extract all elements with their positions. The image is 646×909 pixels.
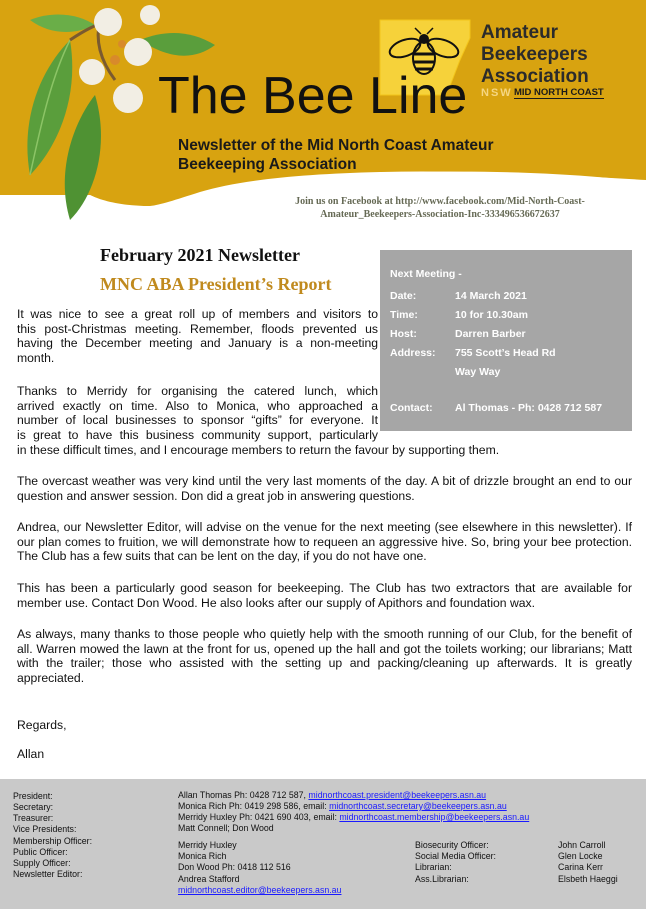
treasurer-email-link[interactable]: midnorthcoast.membership@beekeepers.asn.au — [339, 812, 530, 822]
right-label: Ass.Librarian: — [415, 874, 469, 884]
host-value: Darren Barber — [455, 328, 526, 340]
public-officer: Monica Rich — [178, 851, 227, 861]
right-label: Social Media Officer: — [415, 851, 496, 861]
contact-value: Al Thomas - Ph: 0428 712 587 — [455, 402, 603, 414]
time-label: Time: — [390, 309, 418, 321]
text-line: having the December meeting and January is a non-meeting — [17, 336, 378, 351]
right-name: John Carroll — [558, 840, 606, 850]
region-label: MID NORTH COAST — [514, 87, 604, 98]
right-name: Glen Locke — [558, 851, 603, 861]
paragraph-2-tail: in these difficult times, and I encourage members to return the favour by supporting them. — [17, 443, 500, 457]
host-label: Host: — [390, 328, 417, 340]
date-label: Date: — [390, 290, 417, 302]
facebook-line: Amateur_Beekeepers-Association-Inc-333496536672637 — [320, 209, 560, 220]
paragraph-4: Andrea, our Newsletter Editor, will advise on the venue for the next meeting (see elsewhere in this newsletter). If our plan comes to fruition, we will demonstrate how to requeen an aggressive hive. So, bring your bee protection. The Club has a few suits that can be lent on the day, if you do not have one. — [17, 520, 632, 564]
right-label: Biosecurity Officer: — [415, 840, 489, 850]
membership-officer: Merridy Huxley — [178, 840, 237, 850]
editor-email-row — [178, 885, 341, 896]
vice-presidents: Matt Connell; Don Wood — [178, 823, 274, 833]
right-name: Carina Kerr — [558, 862, 603, 872]
secretary-email-link[interactable]: midnorthcoast.secretary@beekeepers.asn.au — [329, 801, 507, 811]
newsletter-editor: Andrea Stafford — [178, 874, 240, 884]
text-line: number of local businesses to sponsor “gifts” for everyone. It — [17, 413, 378, 428]
footer-label: Public Officer: — [13, 847, 68, 857]
footer-label: Treasurer: — [13, 813, 54, 823]
text-line: Thanks to Merridy for organising the catered lunch, which — [17, 384, 378, 398]
president-row — [178, 790, 486, 801]
association-logo-text — [481, 22, 589, 88]
assoc-line: Amateur — [481, 22, 559, 43]
address-line: Way Way — [455, 366, 501, 378]
paragraph-2 — [17, 384, 378, 442]
text-line: arrived exactly on time. Also to Monica, who approached a — [17, 398, 378, 413]
president-name: Allan Thomas Ph: 0428 712 587, — [178, 790, 309, 800]
text-line: month. — [17, 350, 55, 365]
right-name: Elsbeth Haeggi — [558, 874, 618, 884]
paragraph-3: The overcast weather was very kind until the very last moments of the day. A bit of drizzle brought an end to our question and answer session. Don did a great job in answering questions. — [17, 474, 632, 503]
committee-footer — [0, 779, 646, 909]
secretary-name: Monica Rich Ph: 0419 298 586, email: — [178, 801, 330, 811]
meeting-heading: Next Meeting - — [390, 268, 462, 280]
treasurer-name: Merridy Huxley Ph: 0421 690 403, email: — [178, 812, 340, 822]
subtitle-line: Newsletter of the Mid North Coast Amateur — [178, 137, 494, 154]
time-value: 10 for 10.30am — [455, 309, 528, 321]
footer-label: Vice Presidents: — [13, 824, 77, 834]
paragraph-5: This has been a particularly good season for beekeeping. The Club has two extractors that are available for member use. Contact Don Wood. He also looks after our supply of Apithors and foundation wax. — [17, 581, 632, 610]
newsletter-title: The Bee Line — [158, 67, 468, 125]
address-label: Address: — [390, 347, 436, 359]
right-label: Librarian: — [415, 862, 452, 872]
facebook-line: Join us on Facebook at http://www.facebook.com/Mid-North-Coast- — [295, 196, 585, 207]
contact-label: Contact: — [390, 402, 433, 414]
editor-email-link[interactable]: midnorthcoast.editor@beekeepers.asn.au — [178, 885, 342, 895]
text-line: It was nice to see a great roll up of members and visitors to — [17, 307, 378, 321]
regards: Regards, — [17, 718, 67, 732]
newsletter-subtitle — [178, 136, 558, 174]
supply-officer: Don Wood Ph: 0418 112 516 — [178, 862, 291, 872]
signoff: Allan — [17, 747, 45, 761]
footer-label: President: — [13, 791, 53, 801]
subtitle-line: Beekeeping Association — [178, 156, 357, 173]
paragraph-6: As always, many thanks to those people who quietly help with the smooth running of our Club, for the benefit of all. Warren mowed the lawn at the front for us, opened up the hall and got the toilets working; our librarians; Matt with the trailer; those who assisted with the setting up and packing/cleaning up afterwards. It is greatly appreciated. — [17, 627, 632, 685]
footer-label: Secretary: — [13, 802, 54, 812]
paragraph-1 — [17, 307, 378, 365]
facebook-link[interactable] — [250, 195, 630, 221]
secretary-row — [178, 801, 507, 812]
newsletter-heading: February 2021 Newsletter — [100, 245, 300, 265]
footer-label: Newsletter Editor: — [13, 869, 83, 879]
assoc-line: Association — [481, 66, 589, 87]
president-email-link[interactable]: midnorthcoast.president@beekeepers.asn.au — [308, 790, 487, 800]
date-value: 14 March 2021 — [455, 290, 527, 302]
next-meeting-box — [380, 250, 632, 431]
nsw-label: NSW — [481, 87, 513, 99]
footer-label: Membership Officer: — [13, 836, 93, 846]
text-line: is great to have this business community support, particularly — [17, 427, 378, 442]
assoc-line: Beekeepers — [481, 44, 588, 65]
text-line: this post-Christmas meeting. Remember, floods prevented us — [17, 321, 378, 336]
section-heading: MNC ABA President’s Report — [100, 274, 332, 294]
treasurer-row — [178, 812, 529, 823]
footer-label: Supply Officer: — [13, 858, 71, 868]
address-line: 755 Scott’s Head Rd — [455, 347, 556, 359]
